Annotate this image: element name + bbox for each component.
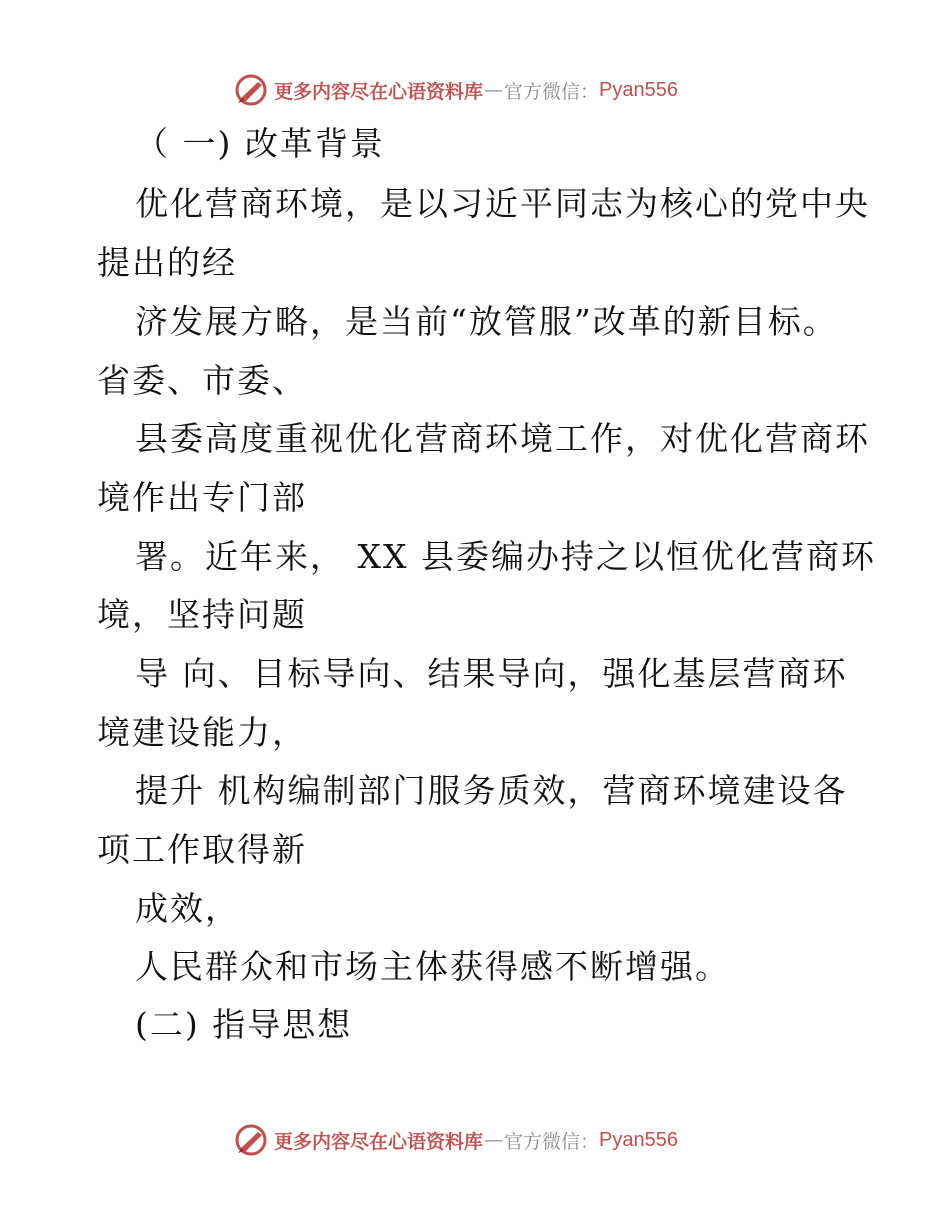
paragraph-line: 项工作取得新 [97, 830, 307, 869]
banner-wechat-id: Pyan556 [599, 78, 678, 101]
banner-text: 更多内容尽在心语资料库 [274, 80, 484, 103]
paragraph-line: 境，坚持问题 [97, 595, 307, 634]
header-watermark-banner [234, 70, 714, 110]
paragraph-line: 提升 机构编制部门服务质效，营商环境建设各 [135, 771, 848, 810]
banner-dash: — [484, 1129, 504, 1151]
banner-text: 更多内容尽在心语资料库 [274, 1130, 484, 1153]
section-heading-1: （ 一) 改革背景 [135, 124, 385, 163]
section-heading-2: (二) 指导思想 [135, 1005, 353, 1044]
paragraph-line: 提出的经 [97, 243, 237, 282]
paragraph-line: 人民群众和市场主体获得感不断增强。 [135, 947, 730, 986]
paragraph-line: 导 向、目标导向、结果导向，强化基层营商环 [135, 654, 848, 693]
pen-circle-logo-icon [234, 1123, 268, 1157]
banner-wechat-label: 官方微信： [504, 1130, 600, 1153]
paragraph-line: 优化营商环境，是以习近平同志为核心的党中央 [135, 184, 870, 223]
paragraph-line: 济发展方略，是当前“放管服”改革的新目标。 [135, 302, 838, 341]
paragraph-line: 境作出专门部 [97, 478, 307, 517]
pen-circle-logo-icon [234, 73, 268, 107]
banner-dash: — [484, 79, 504, 101]
paragraph-line: 成效， [135, 889, 240, 928]
paragraph-line: 省委、市委、 [97, 361, 307, 400]
paragraph-line: 境建设能力， [97, 713, 307, 752]
footer-watermark-banner [234, 1120, 714, 1160]
paragraph-line: 县委高度重视优化营商环境工作，对优化营商环 [135, 419, 870, 458]
banner-wechat-id: Pyan556 [599, 1128, 678, 1151]
paragraph-line: 署。近年来， XX 县委编办持之以恒优化营商环 [135, 537, 876, 576]
banner-wechat-label: 官方微信： [504, 80, 600, 103]
